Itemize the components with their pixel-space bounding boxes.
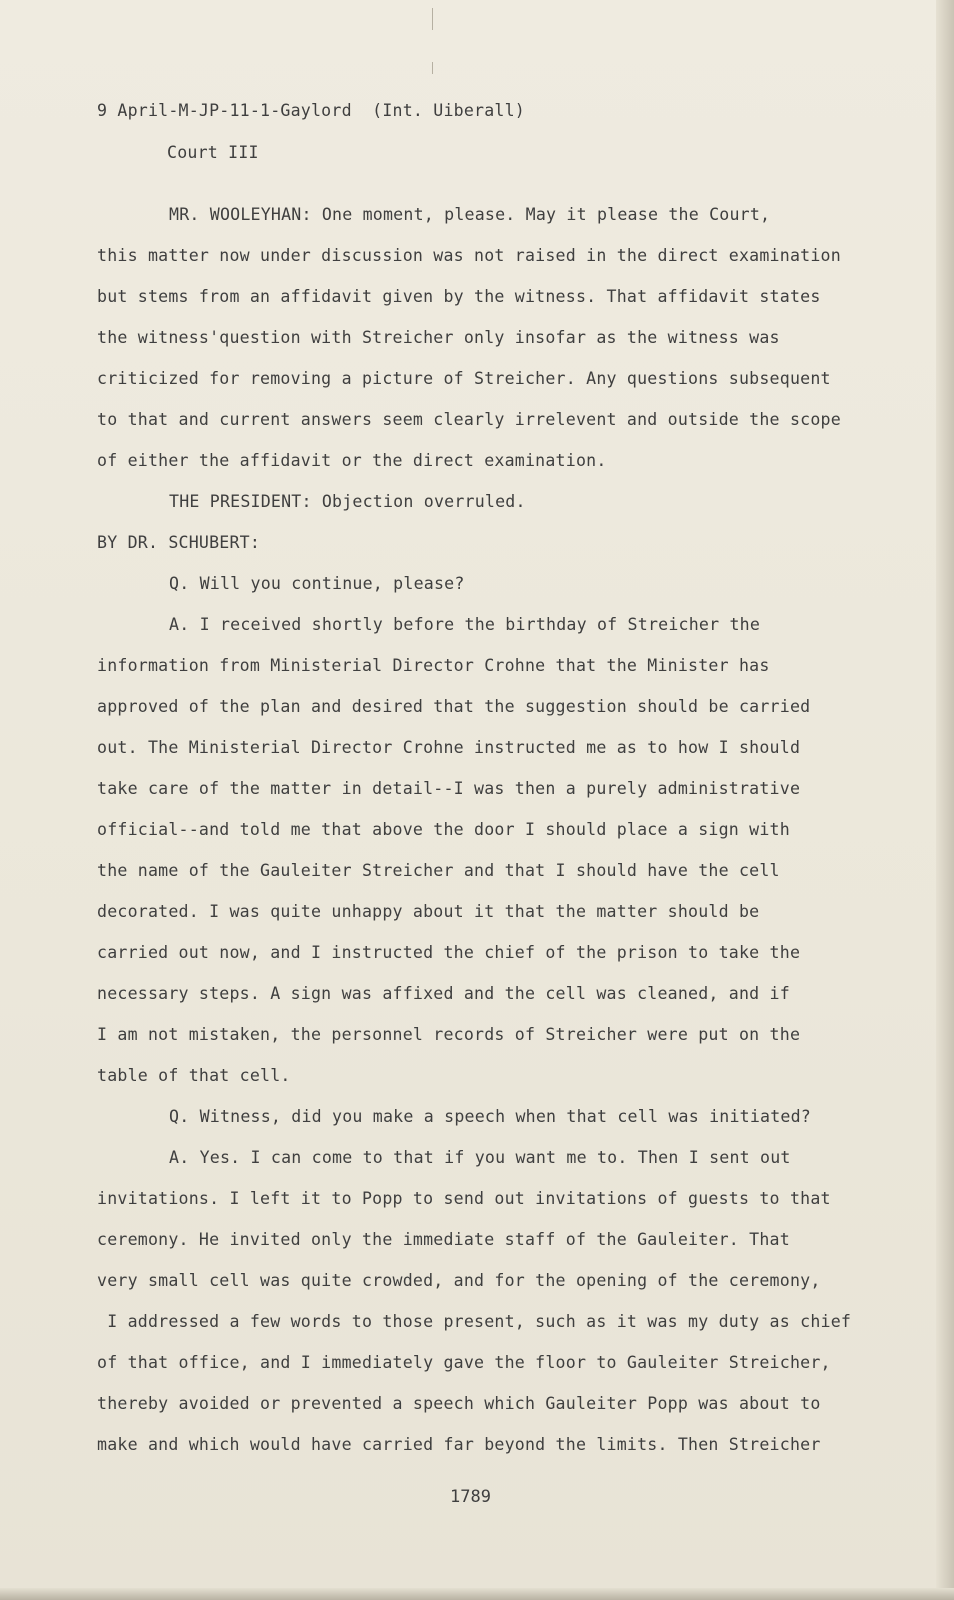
answer-line: thereby avoided or prevented a speech which Gauleiter Popp was about to xyxy=(97,1394,821,1413)
answer-line: A. Yes. I can come to that if you want me to. Then I sent out xyxy=(169,1148,791,1167)
answer-line: carried out now, and I instructed the chief of the prison to take the xyxy=(97,943,801,962)
answer-line: approved of the plan and desired that the suggestion should be carried xyxy=(97,697,811,716)
objection-line: criticized for removing a picture of Streicher. Any questions subsequent xyxy=(97,369,831,388)
answer-line: I addressed a few words to those present, such as it was my duty as chief xyxy=(97,1312,852,1331)
answer-line: the name of the Gauleiter Streicher and that I should have the cell xyxy=(97,861,780,880)
answer-line: table of that cell. xyxy=(97,1066,291,1085)
examiner-heading: BY DR. SCHUBERT: xyxy=(97,533,261,552)
objection-line: but stems from an affidavit given by the witness. That affidavit states xyxy=(97,287,821,306)
objection-line: of either the affidavit or the direct examination. xyxy=(97,451,607,470)
answer-line: A. I received shortly before the birthday of Streicher the xyxy=(169,615,761,634)
answer-line: invitations. I left it to Popp to send out invitations of guests to that xyxy=(97,1189,831,1208)
paper-edge-bottom xyxy=(0,1588,954,1600)
answer-line: official--and told me that above the door I should place a sign with xyxy=(97,820,790,839)
answer-line: information from Ministerial Director Crohne that the Minister has xyxy=(97,656,770,675)
answer-line: I am not mistaken, the personnel records of Streicher were put on the xyxy=(97,1025,801,1044)
fold-mark-lower xyxy=(432,62,433,74)
page-number: 1789 xyxy=(450,1487,491,1507)
objection-line: to that and current answers seem clearly irrelevent and outside the scope xyxy=(97,410,841,429)
answer-line: out. The Ministerial Director Crohne instructed me as to how I should xyxy=(97,738,801,757)
ruling-line: THE PRESIDENT: Objection overruled. xyxy=(169,492,526,511)
paper-edge-right xyxy=(936,0,954,1600)
objection-line: the witness'question with Streicher only insofar as the witness was xyxy=(97,328,780,347)
court-label: Court III xyxy=(167,143,259,162)
answer-line: make and which would have carried far beyond the limits. Then Streicher xyxy=(97,1435,821,1454)
answer-line: of that office, and I immediately gave the floor to Gauleiter Streicher, xyxy=(97,1353,831,1372)
answer-line: decorated. I was quite unhappy about it that the matter should be xyxy=(97,902,760,921)
answer-line: take care of the matter in detail--I was then a purely administrative xyxy=(97,779,801,798)
question-line: Q. Will you continue, please? xyxy=(169,574,465,593)
answer-line: necessary steps. A sign was affixed and the cell was cleaned, and if xyxy=(97,984,790,1003)
objection-line: MR. WOOLEYHAN: One moment, please. May it please the Court, xyxy=(169,205,771,224)
answer-line: very small cell was quite crowded, and for the opening of the ceremony, xyxy=(97,1271,821,1290)
objection-line: this matter now under discussion was not raised in the direct examination xyxy=(97,246,841,265)
transcript-reference: 9 April-M-JP-11-1-Gaylord (Int. Uiberall) xyxy=(97,101,525,120)
fold-mark-top xyxy=(432,8,433,30)
question-line: Q. Witness, did you make a speech when that cell was initiated? xyxy=(169,1107,811,1126)
answer-line: ceremony. He invited only the immediate staff of the Gauleiter. That xyxy=(97,1230,790,1249)
